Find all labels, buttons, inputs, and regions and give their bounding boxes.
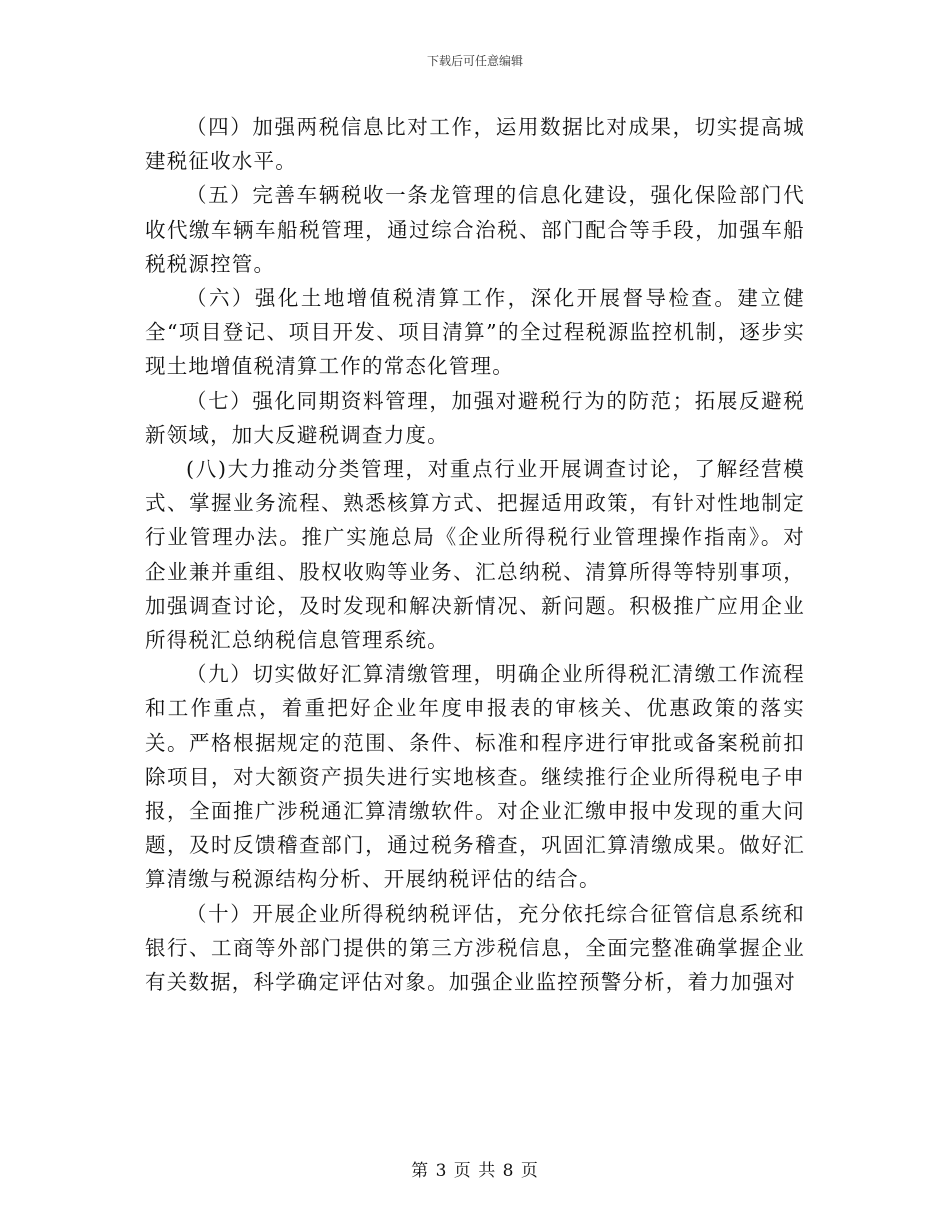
paragraph-7: （七）强化同期资料管理，加强对避税行为的防范；拓展反避税新领域，加大反避税调查力度。 — [145, 388, 805, 447]
page-header: 下载后可任意编辑 — [426, 54, 523, 68]
page-number-footer: 第 3 页 共 8 页 — [411, 1161, 539, 1181]
paragraph-10: （十）开展企业所得税纳税评估，充分依托综合征管信息系统和银行、工商等外部门提供的第三方涉税信息，全面完整准确掌握企业有关数据，科学确定评估对象。加强企业监控预警分析，着力加强对 — [145, 901, 805, 995]
paragraph-8: (八)大力推动分类管理，对重点行业开展调查讨论，了解经营模式、掌握业务流程、熟悉核算方式、把握适用政策，有针对性地制定行业管理办法。推广实施总局《企业所得税行业管理操作指南》。对企业兼并重组、股权收购等业务、汇总纳税、清算所得等特别事项，加强调查讨论，及时发现和解决新情况、新问题。积极推广应用企业所得税汇总纳税信息管理系统。 — [145, 457, 805, 653]
paragraph-9: （九）切实做好汇算清缴管理，明确企业所得税汇清缴工作流程和工作重点，着重把好企业年度申报表的审核关、优惠政策的落实关。严格根据规定的范围、条件、标准和程序进行审批或备案税前扣除项目，对大额资产损失进行实地核查。继续推行企业所得税电子申报，全面推广涉税通汇算清缴软件。对企业汇缴申报中发现的重大问题，及时反馈稽查部门，通过税务稽查，巩固汇算清缴成果。做好汇算清缴与税源结构分析、开展纳税评估的结合。 — [145, 662, 805, 892]
paragraph-4: （四）加强两税信息比对工作，运用数据比对成果，切实提高城建税征收水平。 — [145, 115, 805, 174]
paragraph-5: （五）完善车辆税收一条龙管理的信息化建设，强化保险部门代收代缴车辆车船税管理，通过综合治税、部门配合等手段，加强车船税税源控管。 — [145, 183, 805, 276]
paragraph-6: （六）强化土地增值税清算工作，深化开展督导检查。建立健全“项目登记、项目开发、项目清算”的全过程税源监控机制，逐步实现土地增值税清算工作的常态化管理。 — [145, 286, 805, 379]
document-body — [145, 110, 805, 999]
